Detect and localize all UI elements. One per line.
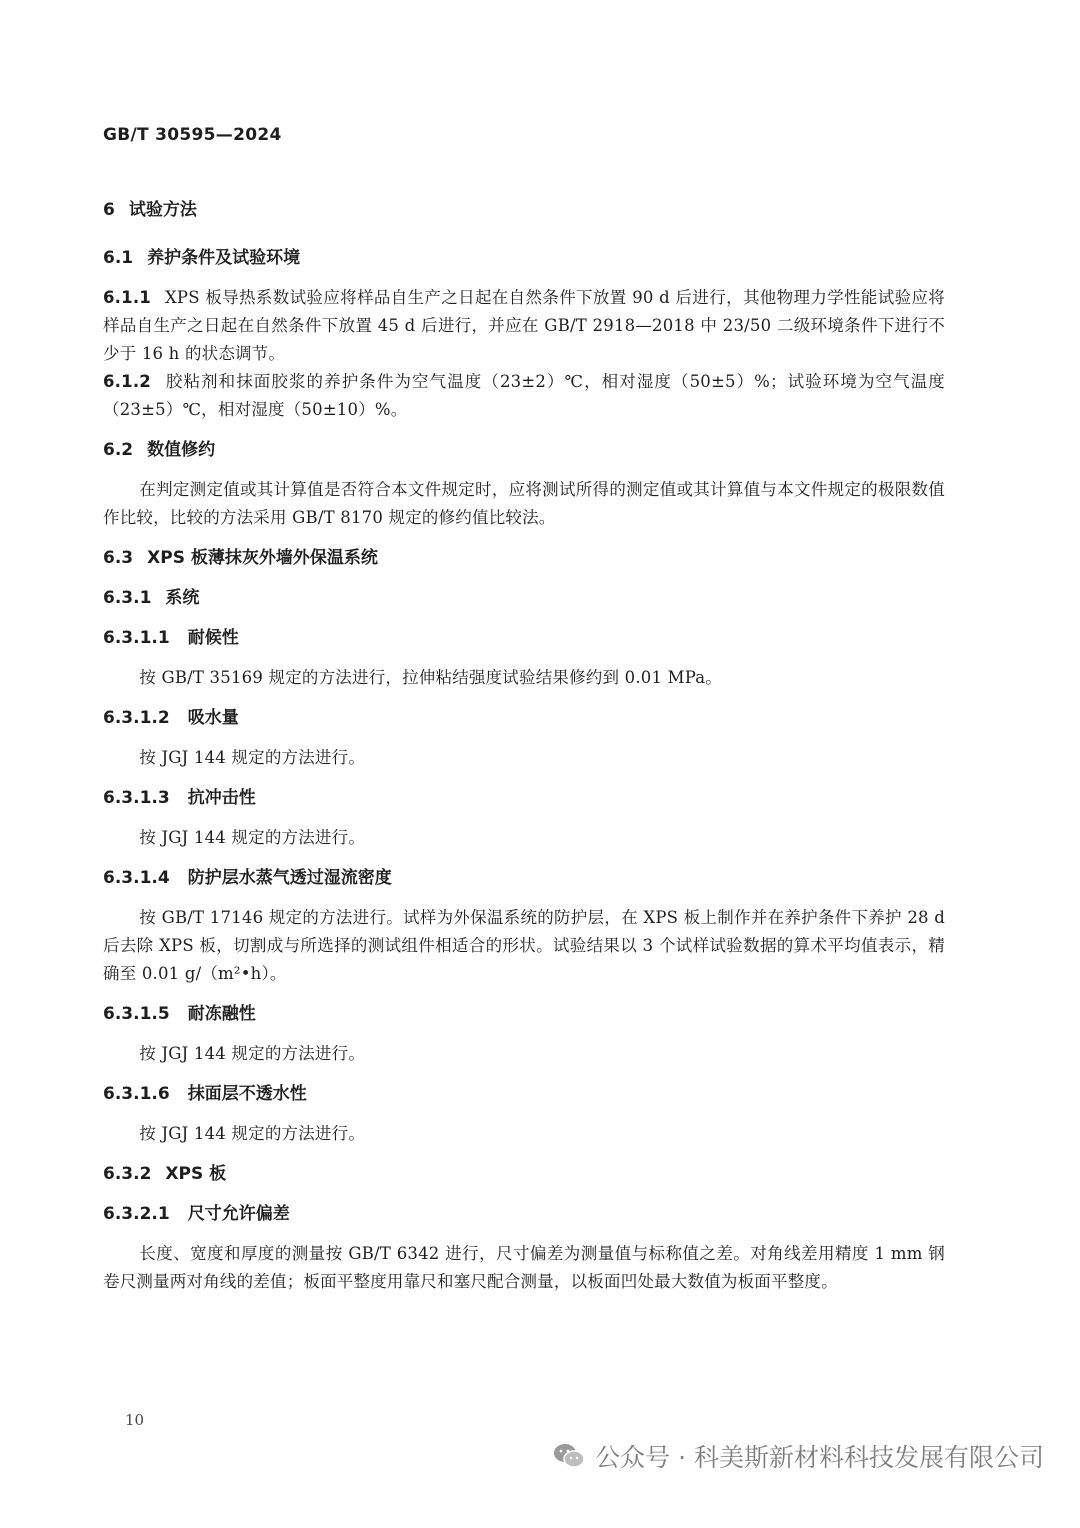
page-number: 10 — [125, 1411, 145, 1429]
clause-text: 胶粘剂和抹面胶浆的养护条件为空气温度（23±2）℃，相对湿度（50±5）%；试验环境为空气温度（23±5）℃，相对湿度（50±10）%。 — [103, 372, 945, 419]
section-6-3-1-6-text: 按 JGJ 144 规定的方法进行。 — [139, 1124, 366, 1143]
clause-text: XPS 板导热系数试验应将样品自生产之日起在自然条件下放置 90 d 后进行，其他物理力学性能试验应将样品自生产之日起在自然条件下放置 45 d 后进行，并应在 GB/T 2918—2018 中 23/50 二级环境条件下进行不少于 16 h 的状态调节。 — [103, 288, 945, 363]
section-6-heading — [103, 196, 945, 224]
section-6-3-1-1-text: 按 GB/T 35169 规定的方法进行，拉伸粘结强度试验结果修约到 0.01 MPa。 — [139, 668, 723, 687]
document-body — [103, 196, 945, 1296]
section-number: 6.3.1.2 — [103, 708, 170, 728]
section-number: 6.2 — [103, 440, 134, 460]
section-6-3-2-1-text: 长度、宽度和厚度的测量按 GB/T 6342 进行，尺寸偏差为测量值与标称值之差。对角线差用精度 1 mm 钢卷尺测量两对角线的差值；板面平整度用靠尺和塞尺配合测量，以板面凹处最大数值为板面平整度。 — [103, 1244, 945, 1291]
section-number: 6.3.1.1 — [103, 628, 170, 648]
section-number: 6.3.1 — [103, 588, 152, 608]
wechat-icon — [553, 1442, 585, 1470]
section-number: 6.3.2.1 — [103, 1204, 170, 1224]
section-6-3-1-1-heading — [103, 624, 945, 652]
section-number: 6.3.1.4 — [103, 868, 170, 888]
section-number: 6.3.1.5 — [103, 1004, 170, 1024]
section-6-2-text: 在判定测定值或其计算值是否符合本文件规定时，应将测试所得的测定值或其计算值与本文件规定的极限数值作比较，比较的方法采用 GB/T 8170 规定的修约值比较法。 — [103, 480, 945, 527]
section-6-3-2-1-heading — [103, 1200, 945, 1228]
section-6-3-1-3-heading — [103, 784, 945, 812]
section-title: 数值修约 — [147, 440, 216, 460]
section-title: 抗冲击性 — [187, 788, 256, 808]
section-6-2-heading — [103, 436, 945, 464]
standard-code: GB/T 30595—2024 — [103, 125, 282, 145]
section-title: 养护条件及试验环境 — [147, 248, 301, 268]
section-title: 抹面层不透水性 — [187, 1084, 307, 1104]
section-6-3-2-heading — [103, 1160, 945, 1188]
watermark-text: 公众号 · 科美斯新材料科技发展有限公司 — [595, 1443, 1044, 1472]
section-title: 防护层水蒸气透过湿流密度 — [187, 868, 392, 888]
section-number: 6 — [103, 200, 115, 220]
section-6-3-1-3-text: 按 JGJ 144 规定的方法进行。 — [139, 828, 366, 847]
section-number: 6.3.2 — [103, 1164, 152, 1184]
section-title: XPS 板 — [165, 1164, 227, 1184]
section-6-3-1-5-text: 按 JGJ 144 规定的方法进行。 — [139, 1044, 366, 1063]
section-6-3-heading — [103, 544, 945, 572]
section-title: 耐候性 — [187, 628, 239, 648]
section-6-3-1-5-heading — [103, 1000, 945, 1028]
section-6-3-1-6-heading — [103, 1080, 945, 1108]
section-number: 6.3.1.3 — [103, 788, 170, 808]
section-title: XPS 板薄抹灰外墙外保温系统 — [147, 548, 378, 568]
section-6-3-1-4-heading — [103, 864, 945, 892]
section-6-3-1-2-text: 按 JGJ 144 规定的方法进行。 — [139, 748, 366, 767]
section-number: 6.3 — [103, 548, 134, 568]
section-6-3-1-heading — [103, 584, 945, 612]
watermark — [553, 1438, 1044, 1474]
section-number: 6.1 — [103, 248, 134, 268]
section-title: 系统 — [165, 588, 200, 608]
section-6-3-1-4-text: 按 GB/T 17146 规定的方法进行。试样为外保温系统的防护层，在 XPS 板上制作并在养护条件下养护 28 d 后去除 XPS 板，切割成与所选择的测试组件相适合的形状。试验结果以 3 个试样试验数据的算术平均值表示，精确至 0.01 g/（m²•h）。 — [103, 908, 945, 983]
clause-number: 6.1.1 — [103, 288, 151, 307]
section-6-3-1-2-heading — [103, 704, 945, 732]
clause-number: 6.1.2 — [103, 372, 151, 391]
section-title: 耐冻融性 — [187, 1004, 256, 1024]
clause-6-1-2 — [103, 368, 945, 424]
section-title: 试验方法 — [128, 200, 197, 220]
section-title: 吸水量 — [187, 708, 239, 728]
clause-6-1-1 — [103, 284, 945, 368]
section-title: 尺寸允许偏差 — [187, 1204, 290, 1224]
section-6-1-heading — [103, 244, 945, 272]
section-number: 6.3.1.6 — [103, 1084, 170, 1104]
